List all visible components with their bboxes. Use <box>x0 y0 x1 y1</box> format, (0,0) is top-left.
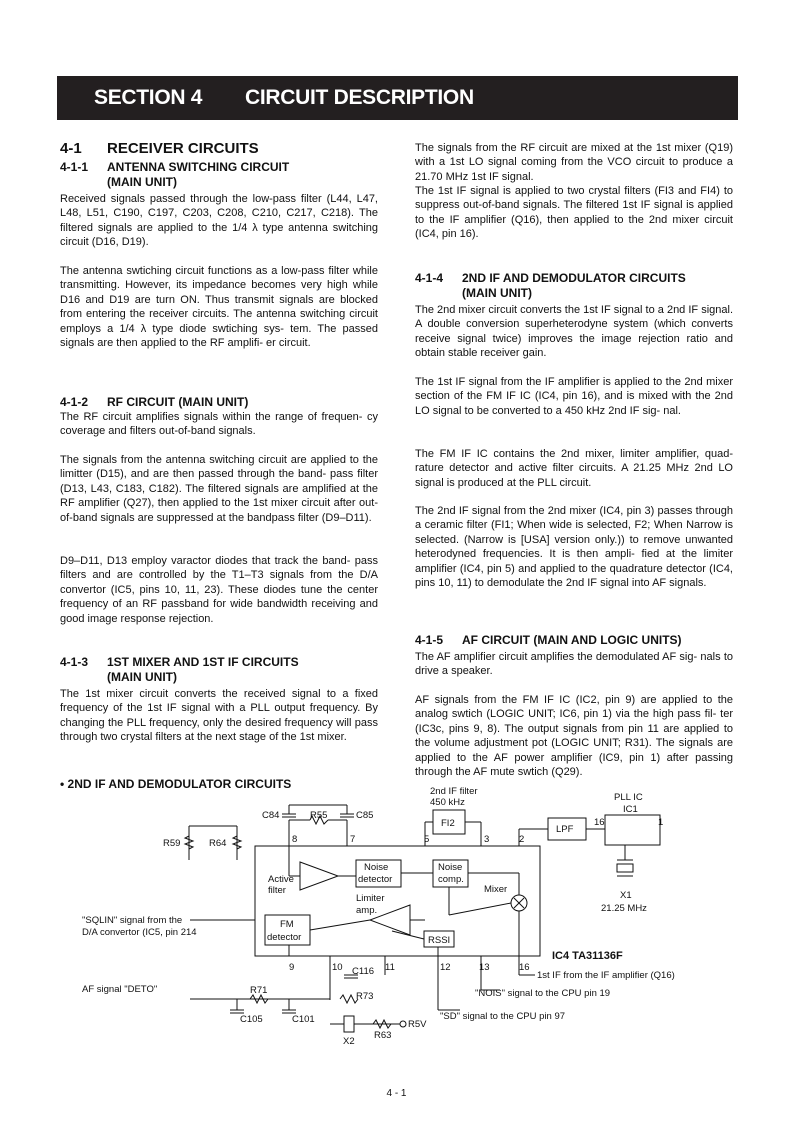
pin-number: 10 <box>332 962 343 973</box>
pin-number: 9 <box>289 962 295 973</box>
label: 1st IF from the IF amplifier (Q16) <box>537 970 675 981</box>
label: detector <box>267 932 302 943</box>
label: Noise <box>364 862 389 873</box>
pin-number: 3 <box>484 834 490 845</box>
paragraph: Received signals passed through the low-pass filter (L44, L47, L48, L51, C190, C197, C203, C208, C210, C217, C218). The filtered signals are applied to the 1/4 λ type antenna switching circuit (D16, D19). <box>60 193 378 249</box>
paragraph: The 1st IF signal from the IF amplifier is applied to the 2nd mixer section of the FM IF IC (IC4, pin 16), and is mixed with the 2nd LO signal to be converted to a 450 kHz 2nd IF sig- nal. <box>415 376 733 417</box>
paragraph: The signals from the RF circuit are mixed at the 1st mixer (Q19) with a 1st LO signal coming from the VCO circuit to produce a 21.70 MHz 1st IF signal. <box>415 142 733 183</box>
paragraph: The 1st IF signal is applied to two crystal filters (FI3 and FI4) to suppress out-of-band signals. The filtered 1st IF signal is applied to the IF amplifier (Q16), then applied to the 2nd mixer circuit (IC4, pin 16). <box>415 185 733 241</box>
label: IC1 <box>623 804 638 815</box>
paragraph: The signals from the antenna switching circuit are applied to the limitter (D15), and are then passed through the band- pass filter (D13, L43, C183, C182). The filtered signals are amplified at the RF amplifier (Q27), then applied to the 1st mixer circuit after out-of-band signals are suppressed at the bandpass filter (D9–D11). <box>60 454 378 524</box>
circuit-diagram <box>57 776 747 1051</box>
label: C84 <box>262 810 280 821</box>
pin-number: 16 <box>519 962 530 973</box>
label: C85 <box>356 810 374 821</box>
label: R73 <box>356 991 374 1002</box>
label: comp. <box>438 874 464 885</box>
label: 450 kHz <box>430 797 465 808</box>
label: R59 <box>163 838 181 849</box>
paragraph: The RF circuit amplifies signals within the range of frequen- cy coverage and filters out-of-band signals. <box>60 411 378 438</box>
paragraph: The FM IF IC contains the 2nd mixer, limiter amplifier, quad- rature detector and active filter circuits. A 21.25 MHz 2nd LO signal is produced at the PLL circuit. <box>415 448 733 489</box>
paragraph: D9–D11, D13 employ varactor diodes that track the band- pass filters and are controlled by the T1–T3 signals from the D/A convertor (IC5, pins 10, 11, 23). These diodes tune the center frequency of an RF passband for wide bandwidth receiving and good image response rejection. <box>60 555 378 625</box>
heading-4-1-1: 4-1-1 ANTENNA SWITCHING CIRCUIT (MAIN UNIT) <box>60 160 290 189</box>
label: detector <box>358 874 393 885</box>
heading-4-1-2: 4-1-2 RF CIRCUIT (MAIN UNIT) <box>60 395 249 409</box>
label: R63 <box>374 1030 392 1041</box>
label: R64 <box>209 838 227 849</box>
label: AF signal "DETO" <box>82 984 158 995</box>
paragraph: The antenna swtiching circuit functions as a low-pass filter while transmitting. However, its impedance becomes very high while D16 and D19 are turn ON. Thus transmit signals are blocked from entering the receiver circuits. The antenna switching circuit employs a 1/4 λ type diode swtiching sys- tem. The passed signals are then applied to the RF amplifi- er circuit. <box>60 265 378 350</box>
label: Active <box>268 874 294 885</box>
section-banner <box>57 76 738 120</box>
label: FM <box>280 919 294 930</box>
label: RSSI <box>428 935 451 946</box>
label: C101 <box>292 1014 315 1025</box>
label: C116 <box>352 966 375 977</box>
pin-number: 12 <box>440 962 451 973</box>
diagram-title: • 2ND IF AND DEMODULATOR CIRCUITS <box>60 777 292 791</box>
label: 21.25 MHz <box>601 903 647 914</box>
page-number: 4 - 1 <box>386 1088 407 1099</box>
paragraph: The 2nd mixer circuit converts the 1st IF signal to a 2nd IF signal. A double conversion superheterodyne system (which converts receive signal twice) improves the image rejection ratio and obtain stable receiver gain. <box>415 304 733 360</box>
pin-number: 8 <box>292 834 298 845</box>
label: X1 <box>620 890 632 901</box>
x2-crystal <box>344 1016 354 1032</box>
label: LPF <box>556 824 574 835</box>
label: "SQLIN" signal from the <box>82 915 183 926</box>
label: R71 <box>250 985 268 996</box>
label: amp. <box>356 905 378 916</box>
paragraph: AF signals from the FM IF IC (IC2, pin 9) are applied to the analog swtich (LOGIC UNIT; IC6, pin 1) via the high pass fil- ter (IC3c, pins 9, 8). The output signals from pin 11 are applied to the volume adjustment pot (LOGIC UNIT; R31). The signals are applied to the AF power amplifier (IC9, pin 1) after passing through the AF mute swtich (Q29). <box>415 694 733 779</box>
pin-number: 16 <box>594 817 605 828</box>
section-title: CIRCUIT DESCRIPTION <box>245 86 474 109</box>
label: Noise <box>438 862 463 873</box>
label: 2nd IF filter <box>430 786 478 797</box>
label: R55 <box>310 810 328 821</box>
pin-number: 7 <box>350 834 356 845</box>
ic4-label: IC4 TA31136F <box>552 950 623 962</box>
paragraph: The 2nd IF signal from the 2nd mixer (IC4, pin 3) passes through a ceramic filter (FI1; When wide is selected, F2; When Narrow is selected. (Narrow is [USA] version only.)) to remove unwanted heterodyned frequencies. It is then ampli- fied at the limiter amplifier (IC4, pin 5) and applied to the quadrature detector (IC4, pins 10, 11) to demodulate the 2nd IF signal into AF signals. <box>415 505 733 590</box>
active-filter-amp <box>300 862 338 890</box>
label: Mixer <box>484 884 508 895</box>
label: "NOIS" signal to the CPU pin 19 <box>475 988 611 999</box>
heading-4-1-4: 4-1-4 2ND IF AND DEMODULATOR CIRCUITS (MAIN UNIT) <box>415 271 686 300</box>
paragraph: The AF amplifier circuit amplifies the demodulated AF sig- nals to drive a speaker. <box>415 651 733 678</box>
pin-number: 1 <box>658 817 664 828</box>
heading-4-1-3: 4-1-3 1ST MIXER AND 1ST IF CIRCUITS (MAIN UNIT) <box>60 655 299 684</box>
pin-number: 2 <box>519 834 525 845</box>
label: Limiter <box>356 893 385 904</box>
label: PLL IC <box>614 792 643 803</box>
paragraph: The 1st mixer circuit converts the received signal to a fixed frequency of the 1st IF signal with a PLL output frequency. By changing the PLL frequency, only the desired frequency will pass through two crystal filters at the next stage of the 1st mixer. <box>60 688 378 744</box>
label: X2 <box>343 1036 355 1047</box>
pll-ic-box <box>605 815 660 845</box>
pin-number: 11 <box>385 962 395 973</box>
label: "SD" signal to the CPU pin 97 <box>440 1011 566 1022</box>
label: D/A convertor (IC5, pin 214 <box>82 927 197 938</box>
heading-4-1: 4-1 RECEIVER CIRCUITS <box>60 140 259 157</box>
label: FI2 <box>441 818 455 829</box>
x1-crystal <box>617 864 633 872</box>
label: R5V <box>408 1019 427 1030</box>
label: filter <box>268 885 286 896</box>
section-number: SECTION 4 <box>94 86 203 109</box>
heading-4-1-5: 4-1-5 AF CIRCUIT (MAIN AND LOGIC UNITS) <box>415 633 682 647</box>
pin-number: 5 <box>424 834 430 845</box>
label: C105 <box>240 1014 263 1025</box>
pin-number: 13 <box>479 962 490 973</box>
